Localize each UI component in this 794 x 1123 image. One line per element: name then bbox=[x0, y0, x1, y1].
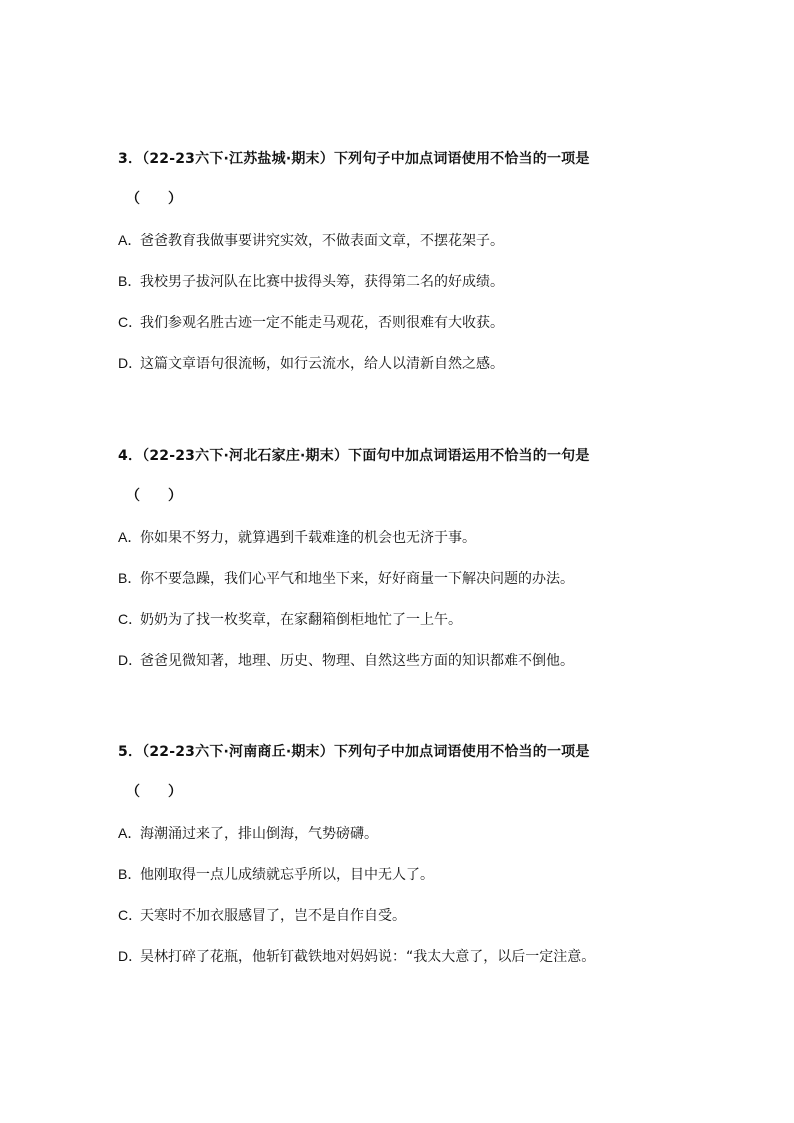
option-text: 你如果不努力，就算遇到千载难逢的机会也无济于事。 bbox=[140, 530, 476, 546]
question-3 bbox=[118, 145, 678, 377]
option-d bbox=[118, 942, 678, 970]
question-stem: 5．（22-23六下·河南商丘·期末）下列句子中加点词语使用不恰当的一项是 bbox=[118, 744, 590, 760]
option-letter: A． bbox=[118, 529, 142, 545]
question-stem: 4．（22-23六下·河北石家庄·期末）下面句中加点词语运用不恰当的一句是 bbox=[118, 448, 590, 464]
option-text: 爸爸见微知著，地理、历史、物理、自然这些方面的知识都难不倒他。 bbox=[140, 653, 574, 669]
option-letter: C． bbox=[118, 907, 143, 923]
option-letter: A． bbox=[118, 232, 142, 248]
option-text: 你不要急躁，我们心平气和地坐下来，好好商量一下解决问题的办法。 bbox=[140, 571, 574, 587]
option-c bbox=[118, 308, 678, 336]
answer-blank: （ ） bbox=[126, 191, 182, 207]
option-letter: B． bbox=[118, 570, 142, 586]
option-a bbox=[118, 523, 678, 551]
option-text: 我校男子拔河队在比赛中拔得头筹，获得第二名的好成绩。 bbox=[140, 274, 504, 290]
option-letter: D． bbox=[118, 355, 143, 371]
option-text: 我们参观名胜古迹一定不能走马观花，否则很难有大收获。 bbox=[140, 315, 504, 331]
option-letter: D． bbox=[118, 948, 143, 964]
option-text: 爸爸教育我做事要讲究实效，不做表面文章，不摆花架子。 bbox=[140, 233, 504, 249]
question-stem: 3．（22-23六下·江苏盐城·期末）下列句子中加点词语使用不恰当的一项是 bbox=[118, 151, 590, 167]
option-text: 吴林打碎了花瓶，他斩钉截铁地对妈妈说：“我太大意了，以后一定注意。 bbox=[140, 949, 596, 965]
option-b bbox=[118, 267, 678, 295]
option-letter: B． bbox=[118, 866, 142, 882]
option-letter: C． bbox=[118, 611, 143, 627]
option-letter: B． bbox=[118, 273, 142, 289]
answer-blank: （ ） bbox=[126, 488, 182, 504]
option-text: 海潮涌过来了，排山倒海，气势磅礴。 bbox=[140, 826, 378, 842]
option-text: 他刚取得一点儿成绩就忘乎所以，目中无人了。 bbox=[140, 867, 434, 883]
option-c bbox=[118, 901, 678, 929]
option-d bbox=[118, 349, 678, 377]
option-letter: A． bbox=[118, 825, 142, 841]
option-c bbox=[118, 605, 678, 633]
question-5 bbox=[118, 738, 678, 970]
option-text: 奶奶为了找一枚奖章，在家翻箱倒柜地忙了一上午。 bbox=[140, 612, 462, 628]
option-d bbox=[118, 646, 678, 674]
answer-blank: （ ） bbox=[126, 784, 182, 800]
option-b bbox=[118, 860, 678, 888]
option-text: 天寒时不加衣服感冒了，岂不是自作自受。 bbox=[140, 908, 406, 924]
option-a bbox=[118, 226, 678, 254]
question-4 bbox=[118, 442, 678, 674]
option-a bbox=[118, 819, 678, 847]
option-letter: D． bbox=[118, 652, 143, 668]
option-text: 这篇文章语句很流畅，如行云流水，给人以清新自然之感。 bbox=[140, 356, 504, 372]
option-letter: C． bbox=[118, 314, 143, 330]
option-b bbox=[118, 564, 678, 592]
